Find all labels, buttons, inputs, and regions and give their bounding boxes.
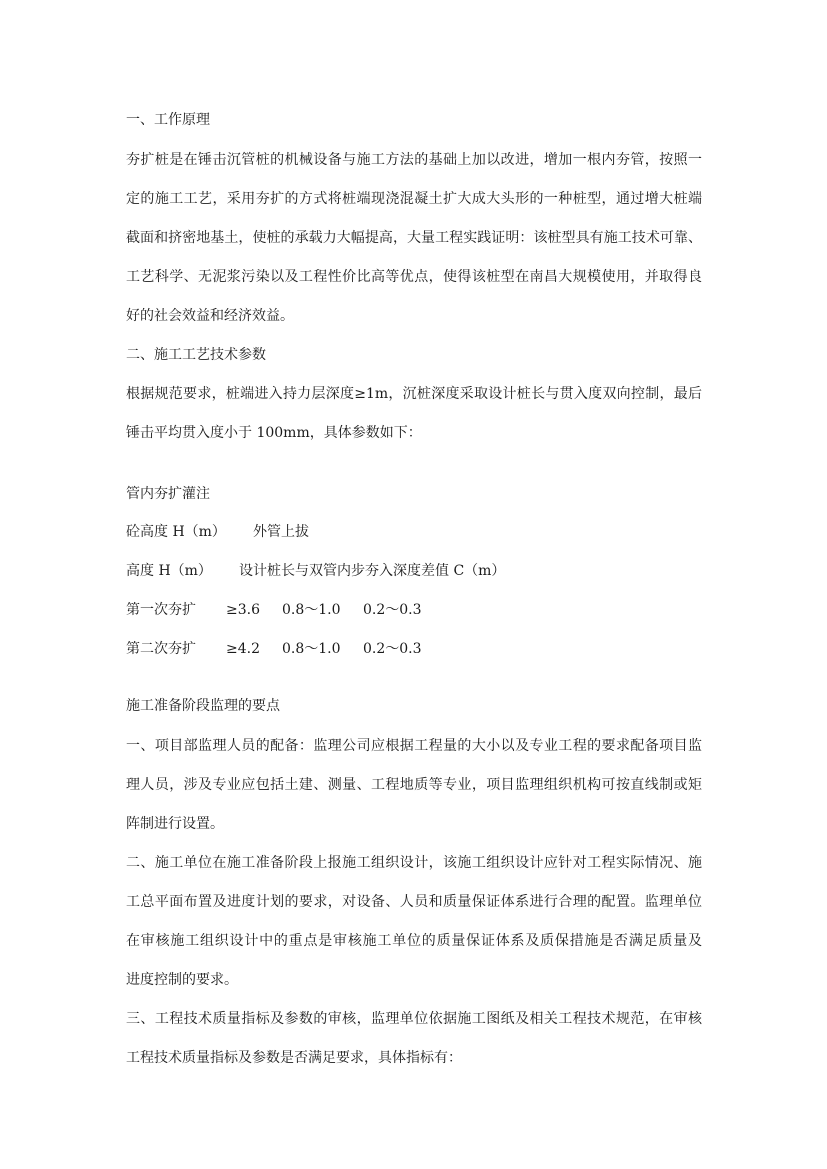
table-cell: 第一次夯扩	[126, 602, 196, 618]
table-header-cell: 砼高度 H（m）	[126, 524, 226, 540]
paragraph-line: 阵制进行设置。	[126, 816, 224, 832]
paragraph-line: 定的施工工艺，采用夯扩的方式将桩端现浇混凝土扩大成大头形的一种桩型，通过增大桩端	[126, 191, 702, 207]
paragraph-line: 进度控制的要求。	[126, 972, 238, 988]
paragraph-line: 二、施工单位在施工准备阶段上报施工组织设计，该施工组织设计应针对工程实际情况、施	[126, 855, 702, 871]
table-cell: 0.8～1.0	[282, 602, 341, 618]
paragraph-line: 理人员，涉及专业应包括土建、测量、工程地质等专业，项目监理组织机构可按直线制或矩	[126, 777, 702, 793]
section-heading-supervision-points: 施工准备阶段监理的要点	[126, 698, 280, 714]
section-heading-process-parameters: 二、施工工艺技术参数	[126, 347, 266, 363]
paragraph-line: 一、项目部监理人员的配备：监理公司应根据工程量的大小以及专业工程的要求配备项目监	[126, 738, 702, 754]
section-heading-working-principle: 一、工作原理	[126, 112, 210, 128]
table-header-cell: 高度 H（m）	[126, 563, 212, 579]
table-cell: ≥4.2	[226, 641, 260, 657]
paragraph-line: 夯扩桩是在锤击沉管桩的机械设备与施工方法的基础上加以改进，增加一根内夯管，按照一	[126, 152, 702, 168]
paragraph-line: 在审核施工组织设计中的重点是审核施工单位的质量保证体系及质保措施是否满足质量及	[126, 933, 702, 949]
table-title: 管内夯扩灌注	[126, 486, 210, 502]
table-header-cell: 设计桩长与双管内步夯入深度差值 C（m）	[239, 563, 506, 579]
paragraph-line: 好的社会效益和经济效益。	[126, 308, 294, 324]
table-cell: 第二次夯扩	[126, 641, 196, 657]
table-cell: 0.8～1.0	[282, 641, 341, 657]
table-cell: 0.2～0.3	[363, 641, 422, 657]
paragraph-line: 工艺科学、无泥浆污染以及工程性价比高等优点，使得该桩型在南昌大规模使用，并取得良	[126, 269, 702, 285]
table-header-cell: 外管上拔	[253, 524, 309, 540]
paragraph-line: 根据规范要求，桩端进入持力层深度≥1m，沉桩深度采取设计桩长与贯入度双向控制，最后	[126, 386, 702, 402]
table-cell: 0.2～0.3	[363, 602, 422, 618]
paragraph-line: 截面和挤密地基土，使桩的承载力大幅提高，大量工程实践证明：该桩型具有施工技术可靠、	[126, 230, 702, 246]
paragraph-line: 锤击平均贯入度小于 100mm，具体参数如下：	[126, 425, 422, 441]
paragraph-line: 工总平面布置及进度计划的要求，对设备、人员和质量保证体系进行合理的配置。监理单位	[126, 894, 702, 910]
table-cell: ≥3.6	[226, 602, 260, 618]
paragraph-line: 三、工程技术质量指标及参数的审核，监理单位依据施工图纸及相关工程技术规范，在审核	[126, 1011, 702, 1027]
paragraph-line: 工程技术质量指标及参数是否满足要求，具体指标有：	[126, 1050, 462, 1066]
